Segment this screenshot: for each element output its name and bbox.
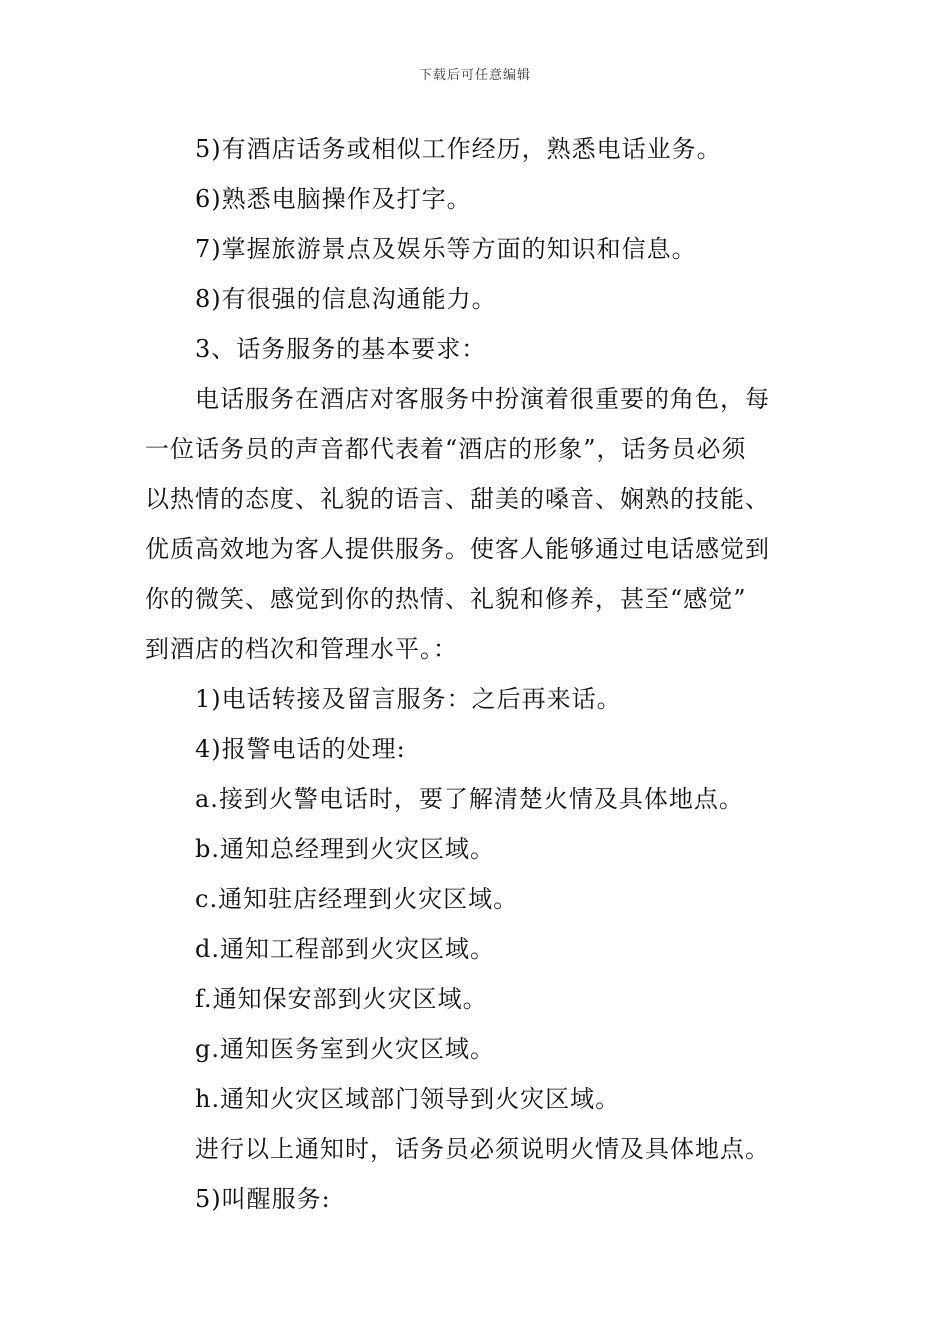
list-item: 5)叫醒服务: [195, 1185, 331, 1213]
section-heading: 3、话务服务的基本要求： [195, 335, 487, 363]
paragraph-line: 你的微笑、感觉到你的热情、礼貌和修养，甚至“感觉” [145, 585, 747, 613]
list-item: 5)有酒店话务或相似工作经历，熟悉电话业务。 [195, 135, 722, 163]
paragraph-line: 优质高效地为客人提供服务。使客人能够通过电话感觉到 [145, 535, 770, 563]
paragraph-line: 电话服务在酒店对客服务中扮演着很重要的角色，每 [195, 385, 770, 413]
list-item: g.通知医务室到火灾区域。 [195, 1035, 495, 1063]
paragraph-line: 一位话务员的声音都代表着“酒店的形象”，话务员必须 [145, 435, 747, 463]
list-item: b.通知总经理到火灾区域。 [195, 835, 495, 863]
list-item: 7)掌握旅游景点及娱乐等方面的知识和信息。 [195, 235, 697, 263]
list-item: d.通知工程部到火灾区域。 [195, 935, 495, 963]
paragraph-line: 以热情的态度、礼貌的语言、甜美的嗓音、娴熟的技能、 [145, 485, 770, 513]
list-item: 8)有很强的信息沟通能力。 [195, 285, 497, 313]
list-item: h.通知火灾区域部门领导到火灾区域。 [195, 1085, 621, 1113]
paragraph-line: 到酒店的档次和管理水平。： [145, 635, 458, 663]
paragraph-line: 进行以上通知时，话务员必须说明火情及具体地点。 [195, 1135, 770, 1163]
list-item: a.接到火警电话时，要了解清楚火情及具体地点。 [195, 785, 744, 813]
page-header: 下载后可任意编辑 [418, 68, 531, 83]
list-item: c.通知驻店经理到火灾区域。 [195, 885, 519, 913]
list-item: 6)熟悉电脑操作及打字。 [195, 185, 472, 213]
list-item: f.通知保安部到火灾区域。 [195, 985, 488, 1013]
list-item: 1)电话转接及留言服务：之后再来话。 [195, 685, 622, 713]
list-item: 4)报警电话的处理: [195, 735, 406, 763]
